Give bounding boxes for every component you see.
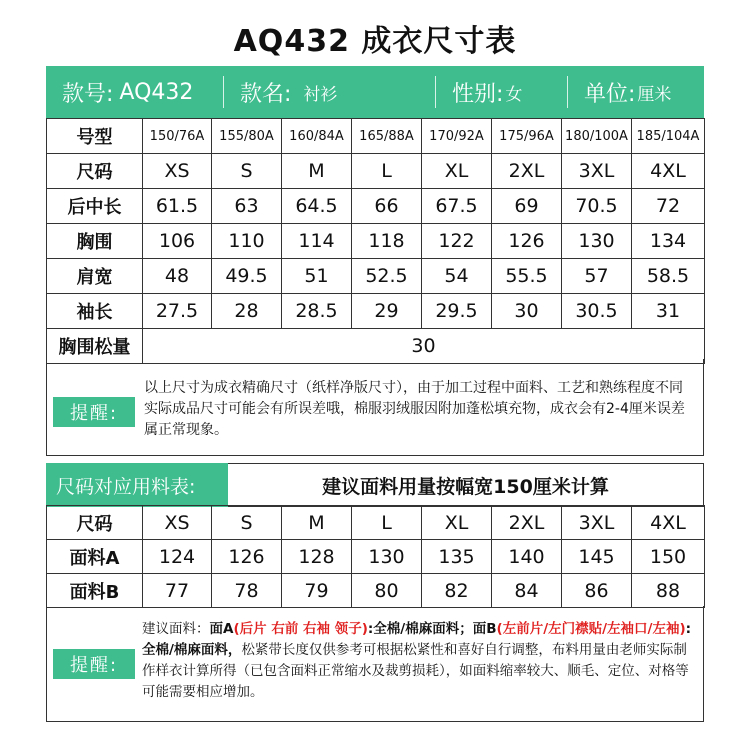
ease-value-cell: 30: [143, 329, 705, 364]
gender-value: 女: [505, 84, 523, 105]
style-no-label: 款号:: [62, 81, 114, 107]
table-cell: 67.5: [422, 189, 492, 224]
table-cell: 69: [492, 189, 562, 224]
table-cell: 130: [352, 540, 422, 574]
row-header: 尺码: [47, 506, 143, 540]
table-cell: 78: [212, 574, 282, 608]
table-row: [47, 294, 705, 329]
style-name-label: 款名:: [240, 81, 292, 107]
table-cell: XS: [143, 154, 212, 189]
table-row: [47, 119, 705, 154]
size-code-cell: 175/96A: [492, 119, 562, 154]
size-code-cell: 155/80A: [212, 119, 282, 154]
table-cell: 48: [143, 259, 212, 294]
table-row: [47, 574, 705, 608]
table-cell: 52.5: [352, 259, 422, 294]
table-cell: L: [352, 154, 422, 189]
table-cell: 88: [632, 574, 705, 608]
fabric-reminder-box: [46, 606, 704, 722]
table-cell: 124: [143, 540, 212, 574]
table-cell: 126: [212, 540, 282, 574]
size-code-cell: 165/88A: [352, 119, 422, 154]
table-cell: 61.5: [143, 189, 212, 224]
style-no-value: AQ432: [119, 79, 194, 105]
table-cell: M: [282, 154, 352, 189]
table-cell: 82: [422, 574, 492, 608]
table-cell: 28: [212, 294, 282, 329]
table-cell: 55.5: [492, 259, 562, 294]
table-cell: 145: [562, 540, 632, 574]
table-cell: 54: [422, 259, 492, 294]
table-row: [47, 540, 705, 574]
fabric-reminder-text: [142, 619, 697, 703]
row-header: 面料B: [47, 574, 143, 608]
info-header-bar: [46, 66, 704, 118]
gender-label: 性别:: [452, 81, 504, 107]
size-code-cell: 180/100A: [562, 119, 632, 154]
table-cell: 77: [143, 574, 212, 608]
table-row: [47, 154, 705, 189]
table-cell: 114: [282, 224, 352, 259]
table-cell: 126: [492, 224, 562, 259]
style-no-cell: [46, 66, 224, 118]
size-table: [46, 118, 705, 364]
fabric-width-note: 建议面料用量按幅宽150厘米计算: [228, 463, 704, 507]
size-code-cell: 185/104A: [632, 119, 705, 154]
fabric-section-label: 尺码对应用料表:: [46, 463, 228, 507]
table-cell: S: [212, 154, 282, 189]
row-header: 胸围: [47, 224, 143, 259]
table-cell: 72: [632, 189, 705, 224]
table-cell: 79: [282, 574, 352, 608]
row-header: 面料A: [47, 540, 143, 574]
fabric-table: [46, 505, 705, 608]
fabric-section-header: [46, 463, 704, 507]
gender-cell: [436, 66, 568, 118]
table-cell: 3XL: [562, 506, 632, 540]
table-cell: XL: [422, 154, 492, 189]
table-cell: XS: [143, 506, 212, 540]
table-cell: 31: [632, 294, 705, 329]
table-cell: 29: [352, 294, 422, 329]
table-cell: 30: [492, 294, 562, 329]
unit-label: 单位:: [584, 81, 636, 107]
row-header: 号型: [47, 119, 143, 154]
style-name-cell: [224, 66, 436, 118]
table-cell: XL: [422, 506, 492, 540]
table-row: [47, 259, 705, 294]
reminder-text: 以上尺寸为成衣精确尺寸（纸样净版尺寸），由于加工过程中面料、工艺和熟练程度不同实际成品尺寸可能会有所误差哦，棉服羽绒服因附加蓬松填充物，成衣会有2-4厘米误差属正常现象。: [144, 380, 685, 438]
table-cell: L: [352, 506, 422, 540]
table-cell: S: [212, 506, 282, 540]
table-cell: 27.5: [143, 294, 212, 329]
fabric-note-part: :全棉/棉麻面料，: [142, 621, 692, 658]
table-cell: 80: [352, 574, 422, 608]
row-header: 袖长: [47, 294, 143, 329]
style-name-value: 衬衫: [303, 84, 338, 105]
fabric-a-parts: (后片 右前 右袖 领子): [233, 621, 368, 637]
row-header: 尺码: [47, 154, 143, 189]
table-cell: 28.5: [282, 294, 352, 329]
table-cell: 70.5: [562, 189, 632, 224]
table-cell: 2XL: [492, 506, 562, 540]
table-cell: 4XL: [632, 506, 705, 540]
table-cell: 110: [212, 224, 282, 259]
row-header: 肩宽: [47, 259, 143, 294]
table-cell: 106: [143, 224, 212, 259]
table-cell: 63: [212, 189, 282, 224]
reminder-tag: 提醒:: [53, 649, 135, 679]
table-cell: 130: [562, 224, 632, 259]
reminder-tag: 提醒:: [53, 397, 135, 427]
table-cell: 84: [492, 574, 562, 608]
table-cell: 30.5: [562, 294, 632, 329]
table-cell: 86: [562, 574, 632, 608]
fabric-a-label: 面A: [209, 621, 234, 637]
table-cell: 51: [282, 259, 352, 294]
table-cell: 118: [352, 224, 422, 259]
table-cell: 2XL: [492, 154, 562, 189]
reminder-box: [46, 359, 704, 456]
table-row: [47, 224, 705, 259]
table-cell: 64.5: [282, 189, 352, 224]
fabric-b-parts: (左前片/左门襟贴/左袖口/左袖): [496, 621, 686, 637]
table-cell: 29.5: [422, 294, 492, 329]
fabric-note-part: :全棉/棉麻面料；面B: [367, 621, 497, 637]
fabric-note-part: 松紧带长度仅供参考可根据松紧性和喜好自行调整，布料用量由老师实际制作样衣计算所得（已包含面料正常缩水及裁剪损耗），如面料缩率较大、顺毛、定位、对格等可能需要相应增加。: [142, 642, 689, 700]
page-title: AQ432 成衣尺寸表: [233, 24, 517, 59]
row-header: 胸围松量: [47, 329, 143, 364]
size-code-cell: 170/92A: [422, 119, 492, 154]
size-code-cell: 150/76A: [143, 119, 212, 154]
table-cell: 49.5: [212, 259, 282, 294]
table-cell: 122: [422, 224, 492, 259]
row-header: 后中长: [47, 189, 143, 224]
table-cell: 150: [632, 540, 705, 574]
fabric-note-part: 建议面料：: [142, 621, 210, 637]
table-cell: 3XL: [562, 154, 632, 189]
table-cell: 4XL: [632, 154, 705, 189]
unit-cell: [568, 66, 704, 118]
table-cell: M: [282, 506, 352, 540]
table-cell: 128: [282, 540, 352, 574]
table-cell: 134: [632, 224, 705, 259]
table-cell: 140: [492, 540, 562, 574]
table-cell: 57: [562, 259, 632, 294]
size-code-cell: 160/84A: [282, 119, 352, 154]
unit-value: 厘米: [637, 84, 672, 105]
table-cell: 135: [422, 540, 492, 574]
table-row: [47, 506, 705, 540]
table-row: [47, 189, 705, 224]
table-cell: 58.5: [632, 259, 705, 294]
table-cell: 66: [352, 189, 422, 224]
